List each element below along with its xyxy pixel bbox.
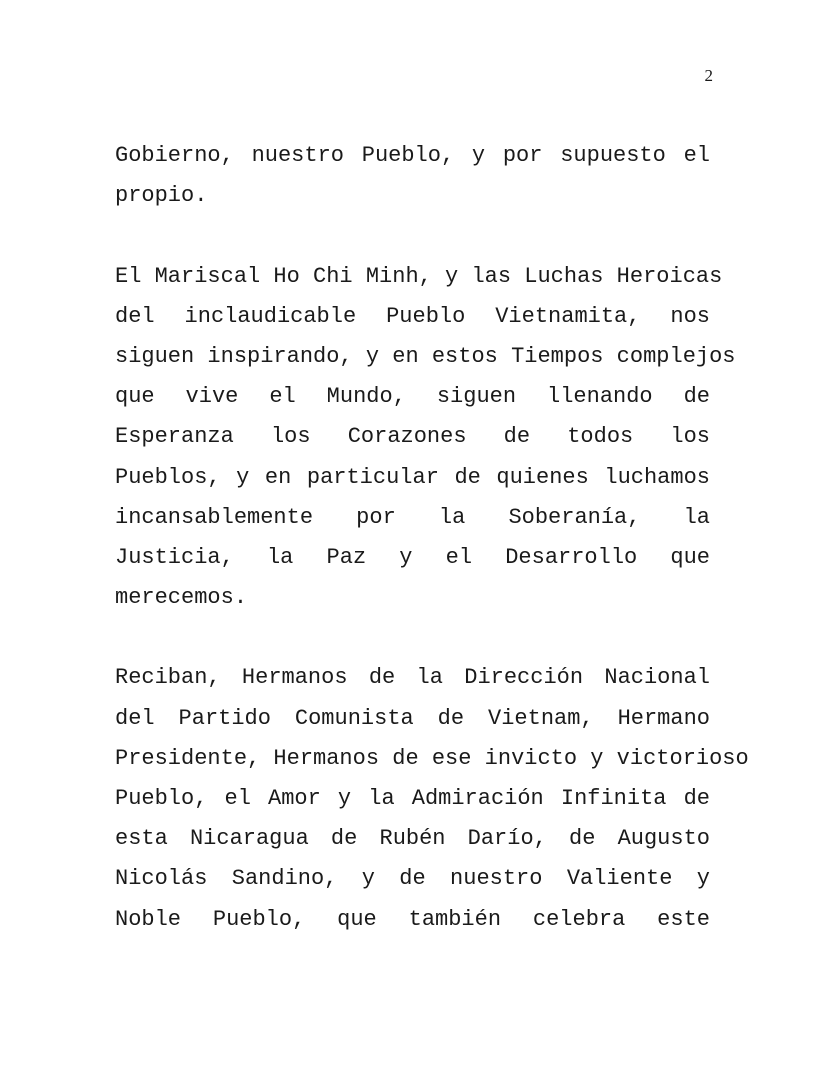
text-line: del Partido Comunista de Vietnam, Hermano — [115, 705, 710, 731]
text-line: Justicia, la Paz y el Desarrollo que — [115, 544, 710, 570]
page-number: 2 — [704, 66, 713, 85]
text-line: El Mariscal Ho Chi Minh, y las Luchas Heroicas — [115, 263, 723, 289]
text-line: merecemos. — [115, 585, 248, 611]
text-line: Pueblo, el Amor y la Admiración Infinita de — [115, 786, 710, 811]
text-line: del inclaudicable Pueblo Vietnamita, nos — [115, 303, 710, 329]
text-line: Reciban, Hermanos de la Dirección Nacional — [115, 665, 710, 691]
text-line: siguen inspirando, y en estos Tiempos complejos — [115, 343, 736, 369]
text-line: esta Nicaragua de Rubén Darío, de Augusto — [115, 826, 710, 852]
text-line: Esperanza los Corazones de todos los — [115, 424, 710, 450]
text-line: Gobierno, nuestro Pueblo, y por supuesto el — [115, 143, 710, 168]
text-line: que vive el Mundo, siguen llenando de — [115, 384, 710, 410]
text-line: propio. — [115, 183, 208, 209]
document-body — [115, 136, 749, 980]
text-line: Noble Pueblo, que también celebra este — [115, 906, 710, 932]
paragraph-2 — [115, 257, 736, 619]
text-line: Nicolás Sandino, y de nuestro Valiente y — [115, 866, 710, 892]
text-line: Presidente, Hermanos de ese invicto y victorioso — [115, 745, 749, 771]
text-line: Pueblos, y en particular de quienes luchamos — [115, 464, 710, 490]
paragraph-1 — [115, 136, 710, 216]
text-line: incansablemente por la Soberanía, la — [115, 504, 710, 530]
paragraph-3 — [115, 658, 749, 939]
